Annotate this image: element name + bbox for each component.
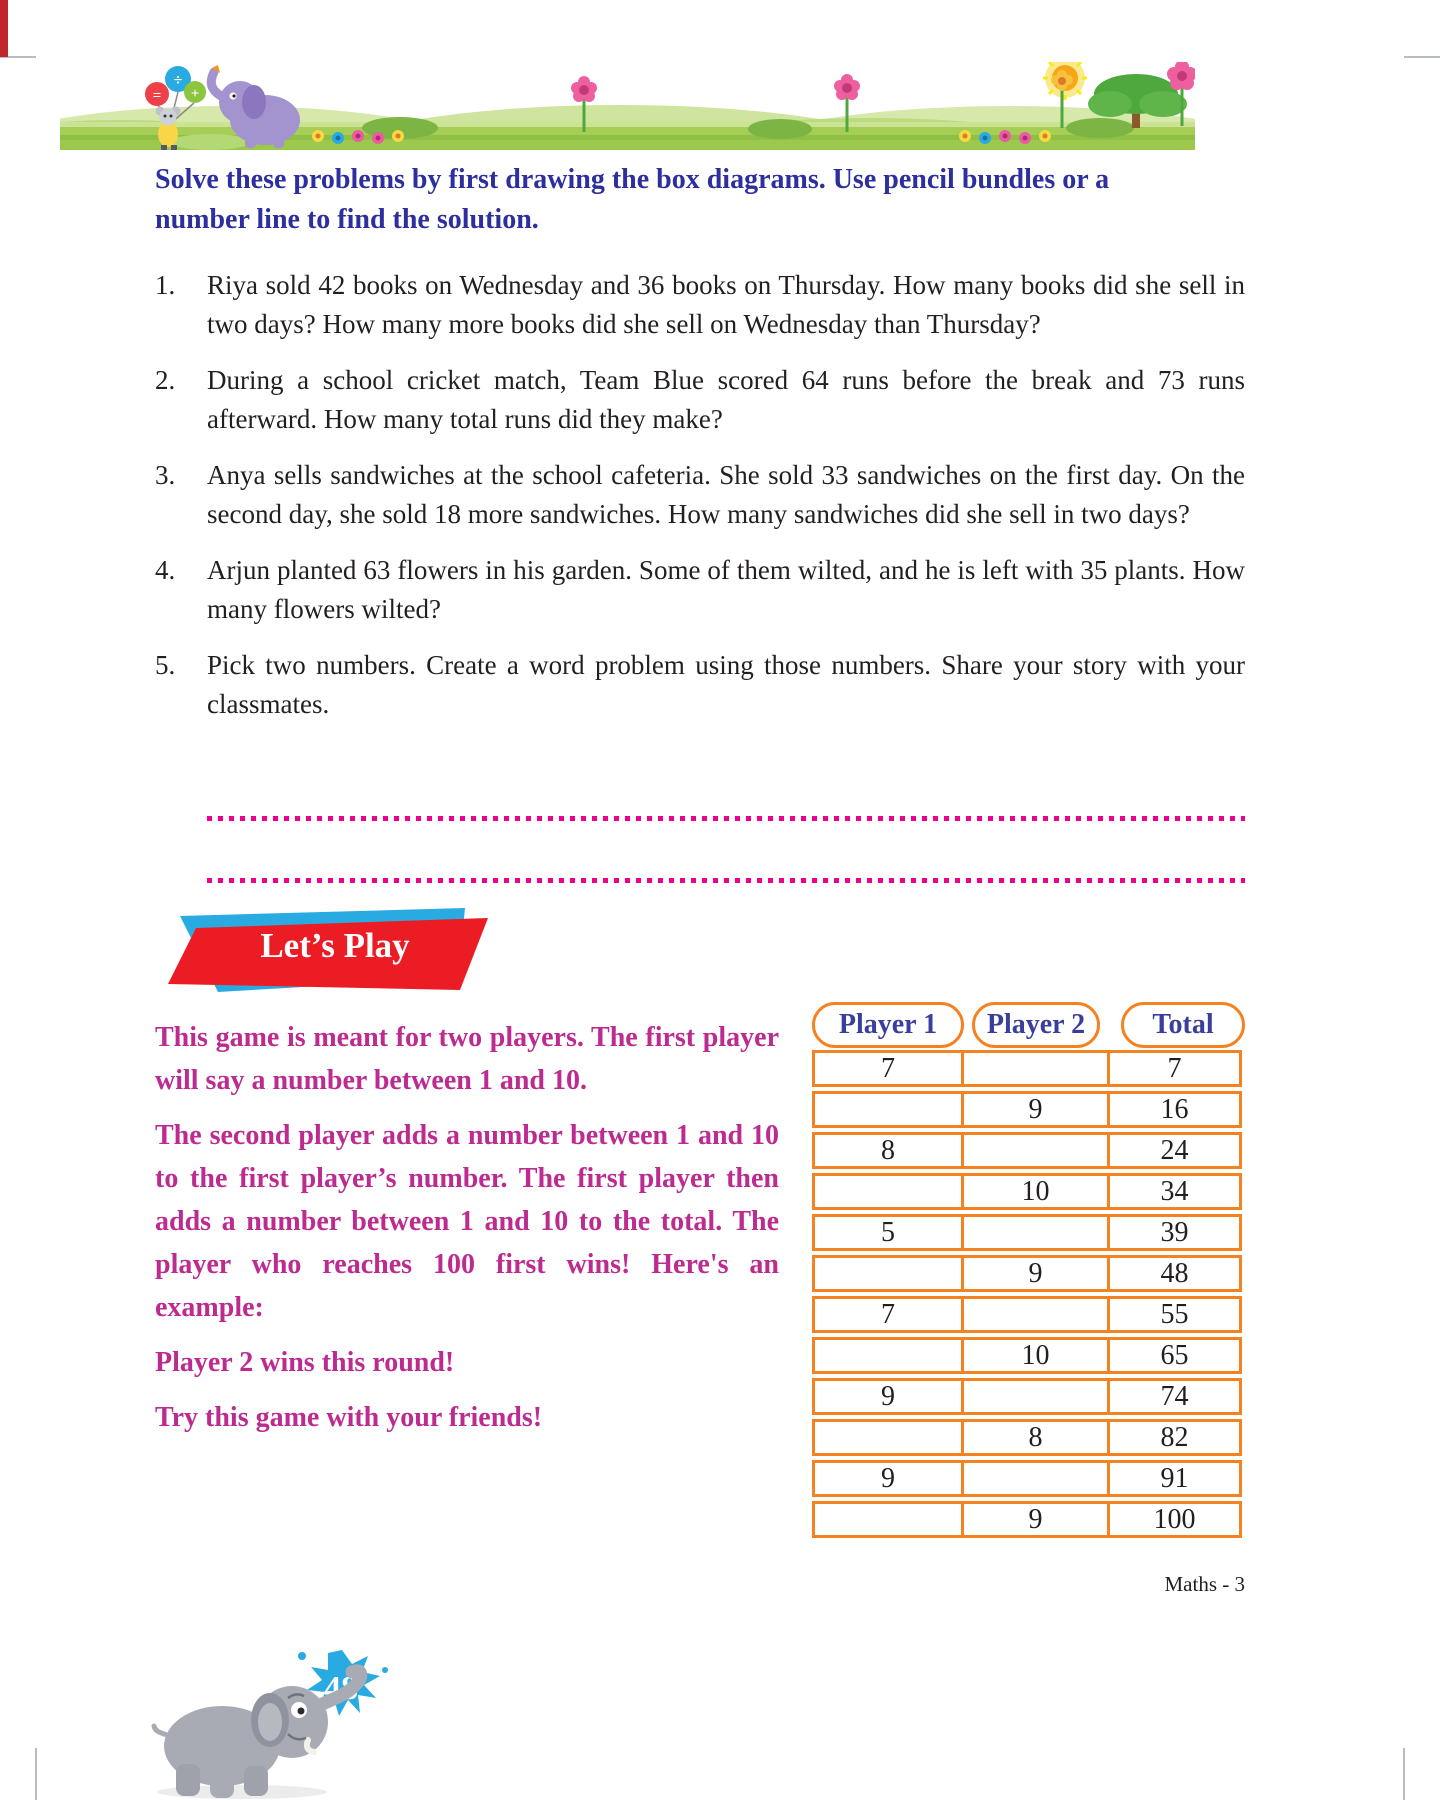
- table-cell: 9: [961, 1255, 1110, 1292]
- lets-play-label: Let’s Play: [260, 926, 410, 965]
- table-cell: 34: [1107, 1173, 1242, 1210]
- table-cell: [812, 1501, 964, 1538]
- table-cell: 16: [1107, 1091, 1242, 1128]
- table-cell: 8: [961, 1419, 1110, 1456]
- header-banner-illustration: [60, 62, 1195, 150]
- table-cell: 39: [1107, 1214, 1242, 1251]
- table-row: [812, 1132, 1248, 1169]
- table-cell: [812, 1337, 964, 1374]
- table-row: [812, 1050, 1248, 1087]
- table-header-pill: Total: [1121, 1002, 1245, 1048]
- table-header-pill: Player 2: [972, 1002, 1100, 1048]
- table-cell: 65: [1107, 1337, 1242, 1374]
- table-cell: 9: [812, 1460, 964, 1497]
- table-cell: [961, 1050, 1110, 1087]
- table-cell: 10: [961, 1173, 1110, 1210]
- game-paragraph: This game is meant for two players. The first player will say a number between 1 and 10.: [155, 1022, 779, 1096]
- table-row: [812, 1214, 1248, 1251]
- problem-item: [155, 266, 1245, 344]
- problems-list: [155, 266, 1245, 741]
- table-row: [812, 1255, 1248, 1292]
- problem-text: Anya sells sandwiches at the school cafeteria. She sold 33 sandwiches on the first day. On the second day, she sold 18 more sandwiches. How many sandwiches did she sell in two days?: [207, 460, 1245, 529]
- answer-line: [207, 878, 1245, 883]
- game-intro-text: [155, 1016, 779, 1451]
- table-row: [812, 1296, 1248, 1333]
- problem-item: [155, 361, 1245, 439]
- problem-number: 3.: [155, 460, 176, 490]
- table-header-row: [812, 1002, 1248, 1048]
- table-row: [812, 1337, 1248, 1374]
- table-row: [812, 1419, 1248, 1456]
- problem-number: 2.: [155, 365, 176, 395]
- crop-mark: [1403, 1748, 1405, 1800]
- problem-text: Riya sold 42 books on Wednesday and 36 books on Thursday. How many books did she sell in two days? How many more books did she sell on Wednesday than Thursday?: [207, 270, 1245, 339]
- table-header-pill: Player 1: [812, 1002, 964, 1048]
- table-cell: 48: [1107, 1255, 1242, 1292]
- table-cell: 5: [812, 1214, 964, 1251]
- table-cell: 7: [812, 1296, 964, 1333]
- book-label: Maths - 3: [1164, 1572, 1245, 1596]
- table-cell: 8: [812, 1132, 964, 1169]
- svg-text:+: +: [190, 86, 200, 102]
- problem-text: Arjun planted 63 flowers in his garden. Some of them wilted, and he is left with 35 plants. How many flowers wilted?: [207, 555, 1245, 624]
- table-row: [812, 1173, 1248, 1210]
- table-cell: 9: [812, 1378, 964, 1415]
- table-cell: [812, 1419, 964, 1456]
- table-row: [812, 1460, 1248, 1497]
- answer-line: [207, 816, 1245, 821]
- table-cell: 7: [812, 1050, 964, 1087]
- table-cell: [961, 1460, 1110, 1497]
- game-paragraph: The second player adds a number between 1 and 10 to the first player’s number. The first player then adds a number between 1 and 10 to the total. The player who reaches 100 first wins! Here's an example:: [155, 1120, 779, 1323]
- table-cell: [961, 1296, 1110, 1333]
- table-cell: [961, 1132, 1110, 1169]
- table-cell: [812, 1091, 964, 1128]
- intro-heading: Solve these problems by first drawing the box diagrams. Use pencil bundles or a number line to find the solution.: [155, 164, 1110, 235]
- table-cell: [961, 1378, 1110, 1415]
- problem-item: [155, 551, 1245, 629]
- crop-mark: [1404, 56, 1440, 58]
- table-cell: [812, 1255, 964, 1292]
- table-body: [812, 1050, 1248, 1538]
- crop-mark: [35, 1748, 37, 1800]
- game-paragraph: Player 2 wins this round!: [155, 1347, 455, 1378]
- footer-mascot: [142, 1642, 407, 1800]
- problem-number: 5.: [155, 650, 176, 680]
- table-cell: 74: [1107, 1378, 1242, 1415]
- problem-number: 1.: [155, 270, 176, 300]
- table-cell: 100: [1107, 1501, 1242, 1538]
- table-cell: 91: [1107, 1460, 1242, 1497]
- page-number: 48: [324, 1670, 358, 1707]
- problem-item: [155, 456, 1245, 534]
- table-cell: 9: [961, 1091, 1110, 1128]
- table-cell: 9: [961, 1501, 1110, 1538]
- game-score-table: [812, 1002, 1248, 1542]
- problem-item: [155, 646, 1245, 724]
- table-cell: [961, 1214, 1110, 1251]
- table-cell: 82: [1107, 1419, 1242, 1456]
- table-row: [812, 1501, 1248, 1538]
- table-cell: 24: [1107, 1132, 1242, 1169]
- game-paragraph: Try this game with your friends!: [155, 1402, 543, 1433]
- table-cell: 10: [961, 1337, 1110, 1374]
- table-cell: 7: [1107, 1050, 1242, 1087]
- table-row: [812, 1091, 1248, 1128]
- binding-strip: [0, 0, 8, 57]
- problem-text: During a school cricket match, Team Blue scored 64 runs before the break and 73 runs afterward. How many total runs did they make?: [207, 365, 1245, 434]
- problem-text: Pick two numbers. Create a word problem using those numbers. Share your story with your classmates.: [207, 650, 1245, 719]
- svg-text:÷: ÷: [173, 72, 183, 89]
- table-row: [812, 1378, 1248, 1415]
- svg-text:=: =: [152, 88, 162, 104]
- problem-number: 4.: [155, 555, 176, 585]
- table-cell: 55: [1107, 1296, 1242, 1333]
- table-cell: [812, 1173, 964, 1210]
- lets-play-ribbon: [160, 898, 500, 1002]
